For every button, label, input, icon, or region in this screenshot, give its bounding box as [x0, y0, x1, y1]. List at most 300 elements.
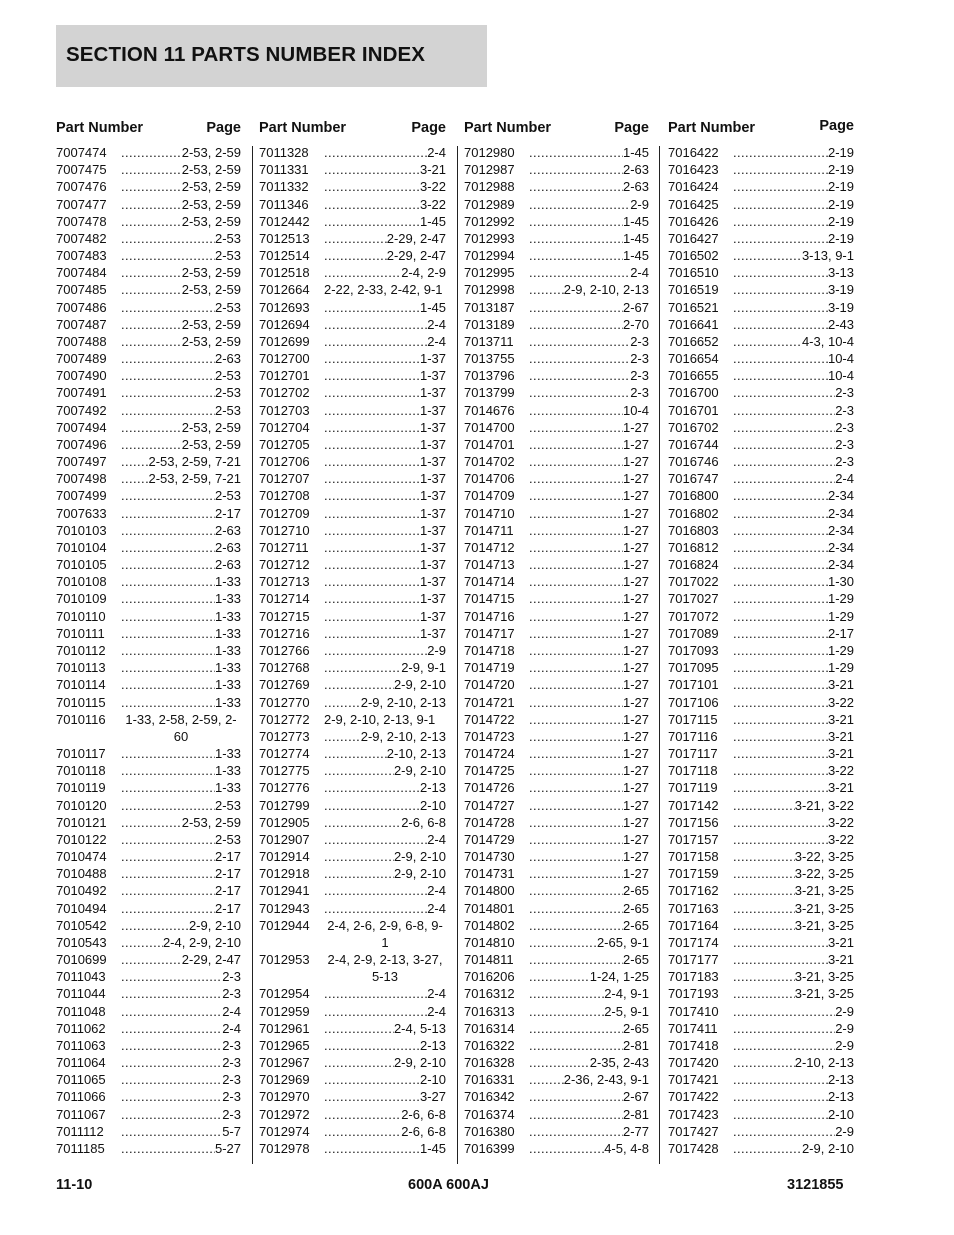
index-entry [668, 487, 854, 504]
entry-reference [733, 487, 854, 504]
part-number: 7014710 [464, 505, 515, 521]
index-entry [259, 299, 446, 316]
dot-leader [733, 882, 795, 899]
part-number: 7012969 [259, 1072, 310, 1088]
dot-leader [121, 694, 215, 711]
part-number: 7014721 [464, 694, 515, 710]
dot-leader [529, 505, 623, 522]
page-reference: 2-6, 6-8 [401, 1106, 446, 1122]
dot-leader [324, 539, 420, 556]
entry-list [56, 144, 241, 1157]
index-entry [56, 951, 241, 968]
index-entry [464, 797, 649, 814]
dot-leader [324, 676, 394, 693]
page-reference: 2-63 [622, 179, 649, 195]
part-number: 7016322 [464, 1037, 515, 1053]
page-reference: 2-19 [827, 179, 854, 195]
part-number: 7017157 [668, 831, 719, 847]
dot-leader [529, 676, 623, 693]
entry-reference [733, 934, 854, 951]
page-reference: 2-3 [222, 969, 241, 985]
dot-leader [324, 1071, 420, 1088]
part-number: 7012705 [259, 436, 310, 452]
part-number-heading: Part Number [464, 120, 552, 136]
index-entry [464, 1088, 649, 1105]
index-entry [464, 1071, 649, 1088]
entry-reference [733, 213, 854, 230]
dot-leader [324, 590, 420, 607]
page-reference: 3-21 [827, 677, 854, 693]
index-entry [668, 299, 854, 316]
dot-leader [529, 1123, 623, 1140]
part-number: 7007475 [56, 162, 107, 178]
page-reference: 1-37 [419, 574, 446, 590]
page-reference: 2-53 [214, 230, 241, 246]
page-reference: 2-9, 2-10, 2-13, 9-1 [324, 711, 436, 727]
dot-leader [121, 797, 215, 814]
entry-reference [529, 367, 649, 384]
entry-reference [324, 367, 446, 384]
entry-reference [733, 230, 854, 247]
part-number-heading: Part Number [259, 120, 347, 136]
dot-leader [529, 419, 623, 436]
index-entry [668, 642, 854, 659]
dot-leader [121, 436, 182, 453]
page-reference: 2-53 [214, 248, 241, 264]
index-entry [259, 762, 446, 779]
part-number: 7012965 [259, 1037, 310, 1053]
page-reference: 1-33 [214, 694, 241, 710]
part-number: 7007487 [56, 316, 107, 332]
page-reference: 1-33 [214, 625, 241, 641]
part-number: 7012693 [259, 299, 310, 315]
page-reference: 1-45 [622, 248, 649, 264]
part-number: 7014726 [464, 780, 515, 796]
page-reference: 3-22 [827, 831, 854, 847]
part-number: 7017183 [668, 969, 719, 985]
entry-reference [324, 831, 446, 848]
entry-reference [733, 590, 854, 607]
part-number: 7011064 [56, 1055, 106, 1071]
entry-reference [121, 299, 241, 316]
index-entry [668, 470, 854, 487]
part-number: 7016812 [668, 539, 719, 555]
dot-leader [529, 264, 630, 281]
entry-reference [121, 642, 241, 659]
entry-reference [529, 556, 649, 573]
page-reference: 2-4 [630, 265, 649, 281]
part-number: 7010104 [56, 539, 107, 555]
entry-reference [121, 281, 241, 298]
page-reference: 2-81 [622, 1106, 649, 1122]
page-reference: 2-9 [630, 196, 649, 212]
index-entry [56, 264, 241, 281]
dot-leader [121, 985, 222, 1002]
dot-leader [529, 848, 623, 865]
column-header [464, 118, 649, 140]
part-number: 7016314 [464, 1020, 515, 1036]
index-entry [56, 333, 241, 350]
part-number: 7012710 [259, 522, 310, 538]
page-reference: 2-10 [827, 1106, 854, 1122]
entry-reference [529, 402, 649, 419]
entry-reference [324, 882, 446, 899]
page-reference: 2-34 [827, 505, 854, 521]
index-entry [464, 470, 649, 487]
page-reference: 1-29 [827, 642, 854, 658]
dot-leader [733, 1123, 835, 1140]
dot-leader [733, 900, 795, 917]
entry-reference [121, 213, 241, 230]
page-heading: Page [206, 120, 241, 136]
page-reference: 2-4, 2-9 [401, 265, 446, 281]
part-number: 7017420 [668, 1055, 719, 1071]
page-reference: 1-27 [622, 763, 649, 779]
entry-reference [733, 333, 854, 350]
entry-reference [529, 762, 649, 779]
page-reference: 2-4 [427, 145, 446, 160]
part-number: 7016652 [668, 333, 719, 349]
index-entry [259, 402, 446, 419]
part-number: 7010122 [56, 831, 107, 847]
dot-leader [733, 590, 828, 607]
part-number: 7010118 [56, 763, 106, 779]
index-entry [668, 848, 854, 865]
part-number: 7016426 [668, 213, 719, 229]
entry-reference [733, 1003, 854, 1020]
page-reference: 2-4, 5-13 [393, 1020, 446, 1036]
index-entry [464, 917, 649, 934]
dot-leader [529, 985, 604, 1002]
dot-leader [121, 642, 215, 659]
dot-leader [121, 590, 215, 607]
index-entry [668, 1106, 854, 1123]
index-entry [56, 745, 241, 762]
page-reference: 2-53, 2-59 [181, 419, 241, 435]
entry-reference [324, 453, 446, 470]
index-entry [259, 333, 446, 350]
index-entry [56, 814, 241, 831]
index-entry [259, 779, 446, 796]
part-number: 7011346 [259, 196, 309, 212]
entry-reference [324, 196, 446, 213]
part-number: 7014725 [464, 763, 515, 779]
part-number-heading: Part Number [56, 120, 144, 136]
part-number-heading: Part Number [668, 120, 756, 136]
dot-leader [529, 299, 623, 316]
part-number: 7014722 [464, 711, 515, 727]
page-reference: 2-9, 2-10 [188, 917, 241, 933]
entry-reference [121, 350, 241, 367]
entry-reference [733, 745, 854, 762]
page-reference: 3-22 [827, 814, 854, 830]
page-reference: 2-3 [630, 333, 649, 349]
entry-reference [121, 831, 241, 848]
page-reference: 5-7 [222, 1123, 241, 1139]
page-reference: 1-45 [622, 145, 649, 160]
page-reference: 2-3 [835, 436, 854, 452]
dot-leader [324, 865, 394, 882]
dot-leader [324, 402, 420, 419]
entry-reference [529, 453, 649, 470]
part-number: 7017101 [668, 677, 719, 693]
part-number: 7017177 [668, 952, 719, 968]
dot-leader [733, 367, 828, 384]
index-entry [259, 882, 446, 899]
index-entry [464, 625, 649, 642]
page-reference: 4-5, 4-8 [604, 1140, 649, 1156]
page-reference: 2-53, 2-59 [181, 179, 241, 195]
index-entry [259, 436, 446, 453]
dot-leader [529, 453, 623, 470]
part-number: 7014729 [464, 831, 515, 847]
page-reference: 2-4 [222, 1020, 241, 1036]
part-number: 7007492 [56, 402, 107, 418]
page-reference: 2-4, 2-6, 2-9, 6-8, 9-1 [327, 917, 443, 950]
part-number: 7017119 [668, 780, 718, 796]
dot-leader [324, 299, 420, 316]
index-entry [464, 1054, 649, 1071]
index-entry [56, 608, 241, 625]
dot-leader [529, 144, 623, 161]
index-entry [464, 642, 649, 659]
entry-reference [529, 281, 649, 298]
page-reference: 2-53, 2-59 [181, 162, 241, 178]
part-number: 7012974 [259, 1123, 310, 1139]
part-number: 7017089 [668, 625, 719, 641]
index-entry [668, 711, 854, 728]
entry-reference [529, 419, 649, 436]
entry-reference [121, 419, 241, 436]
index-entry [56, 917, 241, 934]
page-reference: 2-53, 2-59 [181, 436, 241, 452]
dot-leader [733, 487, 828, 504]
page-reference: 2-6, 6-8 [401, 814, 446, 830]
dot-leader [324, 1054, 394, 1071]
dot-leader [529, 1037, 623, 1054]
index-entry [464, 865, 649, 882]
dot-leader [529, 384, 630, 401]
dot-leader [324, 694, 361, 711]
page-reference: 1-27 [622, 797, 649, 813]
dot-leader [529, 539, 623, 556]
dot-leader [121, 230, 215, 247]
index-entry [56, 230, 241, 247]
part-number: 7014720 [464, 677, 515, 693]
dot-leader [529, 402, 623, 419]
page-reference: 3-21, 3-22 [794, 797, 854, 813]
part-number: 7011067 [56, 1106, 106, 1122]
dot-leader [324, 316, 427, 333]
page-reference: 1-27 [622, 660, 649, 676]
part-number: 7010488 [56, 866, 107, 882]
entry-reference [733, 882, 854, 899]
dot-leader [121, 745, 215, 762]
page-reference: 3-22, 3-25 [794, 866, 854, 882]
index-entry [668, 882, 854, 899]
column-header [668, 118, 854, 140]
index-entry [56, 968, 241, 985]
part-number: 7014727 [464, 797, 515, 813]
entry-reference [733, 299, 854, 316]
part-number: 7007474 [56, 145, 107, 160]
dot-leader [733, 230, 828, 247]
index-entry [56, 539, 241, 556]
entry-reference [324, 144, 446, 161]
index-entry [56, 487, 241, 504]
page-reference: 2-70 [622, 316, 649, 332]
part-number: 7013189 [464, 316, 515, 332]
page-reference: 1-33, 2-58, 2-59, 2-60 [125, 711, 237, 744]
index-entry [56, 762, 241, 779]
entry-reference [121, 505, 241, 522]
page-reference: 1-37 [419, 522, 446, 538]
dot-leader [529, 1088, 623, 1105]
index-entry [56, 779, 241, 796]
index-entry [259, 350, 446, 367]
page-reference: 3-27 [419, 1089, 446, 1105]
page-reference: 2-9, 2-10 [393, 677, 446, 693]
entry-reference [324, 316, 446, 333]
page-reference: 2-3 [222, 1106, 241, 1122]
index-entry [259, 522, 446, 539]
part-number: 7012770 [259, 694, 310, 710]
part-number: 7017164 [668, 917, 719, 933]
entry-reference [529, 934, 649, 951]
dot-leader [121, 779, 215, 796]
entry-reference [529, 505, 649, 522]
entry-reference [121, 711, 241, 745]
column-divider [252, 146, 253, 1164]
index-entry [259, 539, 446, 556]
index-entry [56, 1071, 241, 1088]
entry-reference [121, 762, 241, 779]
index-entry [259, 1088, 446, 1105]
entry-reference [529, 659, 649, 676]
dot-leader [121, 1020, 222, 1037]
part-number: 7012714 [259, 591, 310, 607]
entry-reference [529, 299, 649, 316]
entry-reference [733, 367, 854, 384]
page-reference: 2-3 [222, 1037, 241, 1053]
entry-reference [733, 848, 854, 865]
part-number: 7007499 [56, 488, 107, 504]
page-reference: 3-21, 3-25 [794, 969, 854, 985]
index-entry [56, 213, 241, 230]
index-entry [464, 350, 649, 367]
dot-leader [324, 1020, 394, 1037]
entry-reference [121, 487, 241, 504]
page-reference: 1-27 [622, 780, 649, 796]
page-reference: 2-13 [827, 1089, 854, 1105]
dot-leader [324, 522, 420, 539]
index-entry [668, 144, 854, 161]
entry-reference [121, 968, 241, 985]
dot-leader [121, 814, 182, 831]
entry-reference [324, 402, 446, 419]
dot-leader [324, 384, 420, 401]
part-number: 7016744 [668, 436, 719, 452]
page-reference: 2-3 [630, 368, 649, 384]
part-number: 7013796 [464, 368, 515, 384]
entry-reference [733, 659, 854, 676]
index-entry [56, 659, 241, 676]
page-reference: 1-27 [622, 505, 649, 521]
entry-reference [733, 694, 854, 711]
page-reference: 1-27 [622, 608, 649, 624]
dot-leader [121, 213, 182, 230]
page-reference: 2-53, 2-59, 7-21 [148, 454, 241, 470]
page-reference: 2-10 [419, 797, 446, 813]
page-reference: 2-3 [222, 1072, 241, 1088]
entry-reference [529, 711, 649, 728]
index-entry [56, 350, 241, 367]
page-reference: 2-67 [622, 1089, 649, 1105]
entry-reference [121, 848, 241, 865]
index-entry [464, 814, 649, 831]
entry-reference [733, 316, 854, 333]
page-reference: 10-4 [827, 351, 854, 367]
index-entry [464, 900, 649, 917]
index-entry [56, 505, 241, 522]
dot-leader [324, 556, 420, 573]
entry-reference [733, 384, 854, 401]
part-number: 7014730 [464, 849, 515, 865]
page-reference: 2-10, 2-13 [386, 746, 446, 762]
index-entry [464, 539, 649, 556]
entry-reference [121, 161, 241, 178]
entry-reference [324, 213, 446, 230]
entry-reference [733, 436, 854, 453]
entry-reference [324, 900, 446, 917]
page-reference: 1-27 [622, 814, 649, 830]
part-number: 7012704 [259, 419, 310, 435]
entry-reference [324, 608, 446, 625]
index-entry [668, 1020, 854, 1037]
entry-reference [529, 144, 649, 161]
entry-reference [733, 470, 854, 487]
index-entry [464, 1123, 649, 1140]
part-number: 7010494 [56, 900, 107, 916]
index-entry [668, 247, 854, 264]
index-entry [668, 865, 854, 882]
index-entry [259, 1071, 446, 1088]
part-number: 7012961 [259, 1020, 310, 1036]
index-entry [668, 573, 854, 590]
page-reference: 1-33 [214, 591, 241, 607]
dot-leader [733, 350, 828, 367]
entry-reference [121, 196, 241, 213]
page-reference: 2-17 [214, 505, 241, 521]
page-reference: 2-65 [622, 883, 649, 899]
dot-leader [529, 900, 623, 917]
part-number: 7011066 [56, 1089, 106, 1105]
entry-reference [324, 487, 446, 504]
entry-reference [324, 985, 446, 1002]
entry-reference [529, 848, 649, 865]
part-number: 7014713 [464, 557, 515, 573]
entry-reference [733, 247, 854, 264]
dot-leader [121, 281, 182, 298]
page-reference: 1-27 [622, 746, 649, 762]
part-number: 7017095 [668, 660, 719, 676]
page-reference: 2-63 [214, 557, 241, 573]
index-entry [464, 573, 649, 590]
page-reference: 2-4, 2-9, 2-13, 3-27, 5-13 [327, 952, 443, 985]
part-number: 7012711 [259, 539, 309, 555]
dot-leader [529, 728, 623, 745]
page-reference: 10-4 [827, 368, 854, 384]
